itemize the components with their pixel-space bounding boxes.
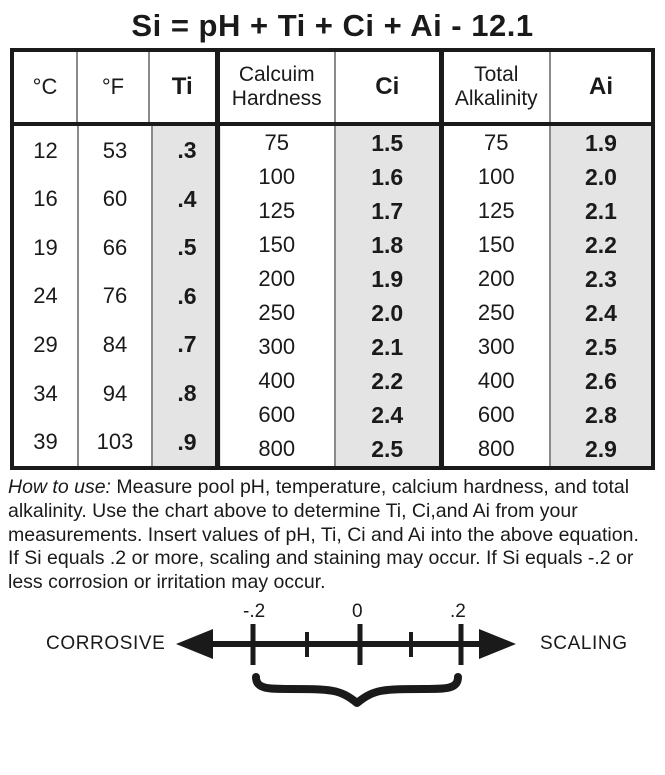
ai-block	[550, 124, 651, 466]
cell-calcium-hardness: 250	[258, 300, 296, 326]
cell-total-alkalinity: 125	[477, 198, 515, 224]
alkalinity-row	[444, 432, 550, 466]
header-total-alkalinity-line1: Total	[474, 62, 519, 86]
cell-celsius: 39	[33, 429, 58, 455]
cell-calcium-hardness: 150	[258, 232, 296, 258]
ci-row	[336, 228, 439, 262]
hardness-row	[220, 262, 335, 296]
cell-celsius: 34	[33, 380, 58, 406]
ai-row	[551, 194, 651, 228]
ai-row	[551, 330, 651, 364]
hardness-row	[220, 296, 335, 330]
cell-ai: 2.5	[585, 333, 617, 360]
tick-label-zero: 0	[352, 600, 363, 622]
cell-fahrenheit: 53	[78, 126, 152, 175]
table-header-row	[14, 52, 651, 124]
hardness-row	[220, 432, 335, 466]
si-scale-diagram	[0, 599, 665, 707]
cell-celsius: 16	[33, 186, 58, 212]
ci-row	[336, 398, 439, 432]
right-arrowhead-icon	[479, 629, 516, 659]
how-to-use-lead: How to use:	[8, 476, 111, 498]
ai-row	[551, 432, 651, 466]
cell-ai: 2.9	[585, 435, 617, 462]
header-ci: Ci	[335, 52, 441, 124]
temperature-row	[14, 272, 221, 321]
header-calcium-hardness-line1: Calcuim	[238, 62, 315, 86]
cell-fahrenheit: 103	[78, 417, 152, 466]
cell-total-alkalinity: 600	[477, 402, 515, 428]
cell-total-alkalinity: 800	[477, 436, 515, 462]
ci-row	[336, 296, 439, 330]
cell-total-alkalinity: 100	[477, 164, 515, 190]
cell-fahrenheit: 76	[78, 272, 152, 321]
cell-ci: 2.1	[371, 333, 404, 360]
alkalinity-row	[444, 228, 550, 262]
alkalinity-block	[441, 124, 550, 466]
cell-ci: 2.4	[371, 401, 404, 428]
ci-row	[336, 364, 439, 398]
header-calcium-hardness	[217, 52, 335, 124]
ai-row	[551, 364, 651, 398]
cell-ci: 1.6	[371, 163, 404, 190]
cell-ai: 2.8	[585, 401, 617, 428]
cell-total-alkalinity: 75	[484, 130, 509, 156]
cell-ai: 1.9	[585, 129, 617, 156]
cell-total-alkalinity: 400	[477, 368, 515, 394]
cell-ci: 1.9	[371, 265, 404, 292]
hardness-row	[220, 364, 335, 398]
cell-calcium-hardness: 200	[258, 266, 296, 292]
cell-ai: 2.4	[585, 299, 617, 326]
cell-calcium-hardness: 800	[258, 436, 296, 462]
temperature-row	[14, 126, 221, 175]
cell-ai: 2.1	[585, 197, 617, 224]
cell-calcium-hardness: 600	[258, 402, 296, 428]
hardness-row	[220, 228, 335, 262]
cell-ci: 1.5	[371, 129, 404, 156]
cell-calcium-hardness: 75	[264, 130, 289, 156]
ci-row	[336, 262, 439, 296]
header-total-alkalinity	[441, 52, 550, 124]
cell-total-alkalinity: 200	[477, 266, 515, 292]
header-calcium-hardness-line2: Hardness	[231, 87, 322, 110]
cell-total-alkalinity: 250	[477, 300, 515, 326]
cell-ti: .8	[152, 369, 221, 418]
cell-celsius: 19	[33, 234, 58, 260]
cell-ti: .9	[152, 417, 221, 466]
cell-ti: .6	[152, 272, 221, 321]
cell-calcium-hardness: 400	[258, 368, 296, 394]
alkalinity-row	[444, 330, 550, 364]
how-to-use-body: Measure pool pH, temperature, calcium hardness, and total alkalinity. Use the chart above to determine Ti, Ci,and Ai from your measurements. Insert values of pH, Ti, Ci and Ai into the above equation. If Si equals .2 or more, scaling and staining may occur. If Si equals -.2 or less corrosion or irritation may occur.	[8, 476, 639, 594]
temperature-row	[14, 320, 221, 369]
alkalinity-row	[444, 296, 550, 330]
ci-row	[336, 126, 439, 160]
cell-calcium-hardness: 300	[258, 334, 296, 360]
cell-celsius: 24	[33, 283, 58, 309]
hardness-row	[220, 330, 335, 364]
header-ai: Ai	[550, 52, 651, 124]
cell-fahrenheit: 66	[78, 223, 152, 272]
tick-label-pos-point-two: .2	[450, 600, 466, 622]
hardness-row	[220, 398, 335, 432]
cell-ai: 2.2	[585, 231, 617, 258]
cell-ci: 1.7	[371, 197, 404, 224]
acceptable-range-brace	[256, 677, 458, 703]
cell-fahrenheit: 84	[78, 320, 152, 369]
si-factor-table	[10, 48, 655, 470]
ai-row	[551, 228, 651, 262]
alkalinity-row	[444, 194, 550, 228]
header-celsius: °C	[14, 52, 77, 124]
temperature-row	[14, 175, 221, 224]
header-ti: Ti	[149, 52, 217, 124]
alkalinity-row	[444, 398, 550, 432]
cell-calcium-hardness: 125	[258, 198, 296, 224]
page-title: Si = pH + Ti + Ci + Ai - 12.1	[131, 8, 534, 43]
cell-celsius: 12	[33, 137, 58, 163]
cell-ti: .3	[152, 126, 221, 175]
ci-row	[336, 160, 439, 194]
how-to-use-text	[8, 476, 655, 595]
ai-row	[551, 296, 651, 330]
tick-label-neg-point-two: -.2	[243, 600, 266, 622]
cell-ci: 2.2	[371, 367, 404, 394]
hardness-block	[217, 124, 335, 466]
cell-fahrenheit: 60	[78, 175, 152, 224]
cell-ci: 1.8	[371, 231, 404, 258]
cell-celsius: 29	[33, 331, 58, 357]
ci-block	[335, 124, 441, 466]
alkalinity-row	[444, 160, 550, 194]
header-fahrenheit: °F	[77, 52, 149, 124]
cell-ti: .4	[152, 175, 221, 224]
temperature-row	[14, 369, 221, 418]
hardness-row	[220, 194, 335, 228]
hardness-row	[220, 160, 335, 194]
cell-fahrenheit: 94	[78, 369, 152, 418]
cell-total-alkalinity: 150	[477, 232, 515, 258]
alkalinity-row	[444, 262, 550, 296]
ai-row	[551, 262, 651, 296]
ai-row	[551, 126, 651, 160]
alkalinity-row	[444, 364, 550, 398]
ci-row	[336, 432, 439, 466]
scale-label-scaling: SCALING	[540, 632, 628, 654]
ci-row	[336, 194, 439, 228]
header-total-alkalinity-line2: Alkalinity	[454, 87, 538, 110]
table-body-row	[14, 124, 651, 466]
ci-row	[336, 330, 439, 364]
hardness-row	[220, 126, 335, 160]
scale-label-corrosive: CORROSIVE	[46, 632, 166, 654]
ai-row	[551, 160, 651, 194]
left-arrowhead-icon	[176, 629, 213, 659]
cell-ai: 2.6	[585, 367, 617, 394]
ai-row	[551, 398, 651, 432]
cell-ti: .7	[152, 320, 221, 369]
cell-ai: 2.3	[585, 265, 617, 292]
temperature-row	[14, 223, 221, 272]
cell-calcium-hardness: 100	[258, 164, 296, 190]
cell-ci: 2.0	[371, 299, 404, 326]
temperature-row	[14, 417, 221, 466]
cell-total-alkalinity: 300	[477, 334, 515, 360]
cell-ti: .5	[152, 223, 221, 272]
alkalinity-row	[444, 126, 550, 160]
cell-ci: 2.5	[371, 435, 404, 462]
cell-ai: 2.0	[585, 163, 617, 190]
temperature-block	[14, 124, 217, 466]
